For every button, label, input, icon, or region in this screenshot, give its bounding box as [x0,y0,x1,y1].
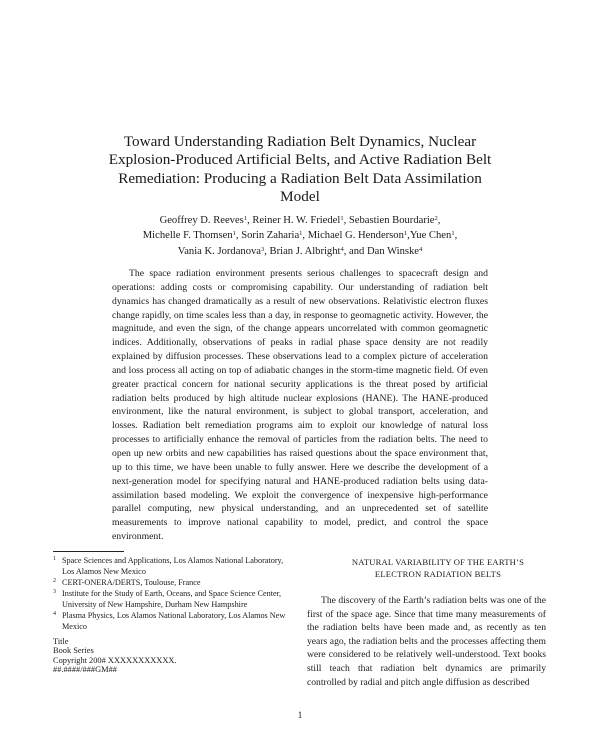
footnote-number: 3 [53,588,56,595]
author-name: Reiner H. W. Friedel [252,215,341,226]
author-name: Dan Winske [366,245,420,257]
book-imprint [53,637,253,675]
page-number: 1 [297,711,303,721]
author-separator: , [407,230,410,242]
footnote-number: 2 [53,577,56,584]
author-name: Michelle F. Thomsen [142,230,233,242]
author-separator: , and [343,245,367,257]
affiliation-mark: 1 [232,230,236,238]
affiliation-mark: 1 [451,230,455,238]
author-separator: , [343,215,349,226]
footnote-divider [53,551,124,552]
author-separator: , [437,215,441,226]
imprint-title: Title [53,637,69,646]
author [160,215,253,226]
section-heading-line: ELECTRON RADIATION BELTS [374,568,502,579]
author [241,230,308,241]
author [349,215,441,226]
author-separator: , [454,230,458,242]
affiliation-mark: 3 [261,245,265,253]
author-name: Sebastien Bourdarie [348,215,435,226]
author [178,246,270,257]
affiliation-mark: 1 [299,230,303,238]
author-name: Brian J. Albright [269,245,341,257]
author [308,230,410,241]
section-body: The discovery of the Earth’s radiation belts was one of the first of the space age. Since that time many measurements of the radiation belts have been made and, as recently as ten years ago, the radiation belts and the processes affecting them were considered to be relatively well-understood. Text books still teach that radiation belt dynamics are primarily controlled by radial and pitch angle diffusion as described [307,595,546,688]
section-heading-line: NATURAL VARIABILITY OF THE EARTH’S [351,557,525,567]
affiliation-mark: 1 [403,230,408,238]
paper-title: Toward Understanding Radiation Belt Dynamics, Nuclear Explosion-Produced Artificial Belts, and Active Radiation Belt Remediation: Producing a Radiation Belt Data Assimilation Model [108,133,492,205]
author-name: Yue Chen [409,230,452,242]
footnote [53,589,293,611]
footnote [53,578,293,589]
section-heading [318,557,558,580]
author [143,230,241,241]
imprint-series: Book Series [53,646,94,656]
footnote [53,556,293,578]
affiliation-mark: 4 [419,245,423,253]
affiliation-mark: 2 [434,215,438,222]
footnote [53,611,293,633]
abstract: The space radiation environment presents serious challenges to spacecraft design and operations: adding costs or compromising capability. Our understanding of radiation belt dynamics has changed dramatically as a result of new observations. Relativistic electron fluxes change rapidly, on time scales less than a day, in response to geomagnetic activity. However, the magnitude, and even the sign, of the change appears uncorrelated with common geomagnetic indices. Additionally, observations of peaks in radial phase space density are not readily explained by diffusion processes. These observations lead to a complex picture of acceleration and loss process all acting on top of adiabatic changes in the storm-time magnetic field. Of even greater practical concern for national security applications is the threat posed by artificial radiation belts produced by high altitude nuclear explosions (HANE). The HANE-produced environment, like the natural environment, is subject to global transport, acceleration, and losses. Radiation belt remediation programs aim to exploit our knowledge of natural loss processes to artificially enhance the removal of particles from the radiation belts. The need to open up new orbits and new capabilities has raised questions about the space environment that, up to this time, we have been unable to fully answer. Here we describe the development of a next-generation model for specifying natural and HANE-produced radiation belts using data-assimilation based modeling. We exploit the convergence of inexpensive high-performance parallel computing, new physical understanding, and an unprecedented set of satellite measurements to improve national capability to model, predict, and control the space environment. [112,268,488,543]
author-separator: , [264,245,270,257]
imprint-doi: ##.####/###GM## [53,665,117,675]
affiliation-mark: 1 [340,215,344,222]
imprint-copyright: Copyright 200# XXXXXXXXXXX. [53,655,177,665]
footnote-number: 4 [53,610,56,617]
author-name: Geoffrey D. Reeves [159,215,244,226]
footnote-text: Institute for the Study of Earth, Oceans, and Space Science Center, University of New Hampshire, Durham New Hampshire [62,588,282,609]
author-separator: , [247,215,253,226]
author [270,246,367,257]
footnotes [53,556,293,633]
author [252,215,349,226]
author [410,230,457,241]
footnote-text: Space Sciences and Applications, Los Alamos National Laboratory, Los Alamos New Mexico [62,556,284,576]
author-separator: , [235,230,242,242]
footnote-number: 1 [53,556,56,562]
author-name: Michael G. Henderson [307,230,404,242]
footnote-text: Plasma Physics, Los Alamos National Laboratory, Los Alamos New Mexico [62,610,286,631]
footnote-text: CERT-ONERA/DERTS, Toulouse, France [62,577,201,587]
author-list [110,213,490,259]
author-name: Sorin Zaharia [241,230,300,242]
affiliation-mark: 4 [340,245,344,253]
author-separator: , [302,230,308,242]
author [367,246,422,257]
author-name: Vania K. Jordanova [177,245,261,257]
affiliation-mark: 1 [243,215,248,222]
